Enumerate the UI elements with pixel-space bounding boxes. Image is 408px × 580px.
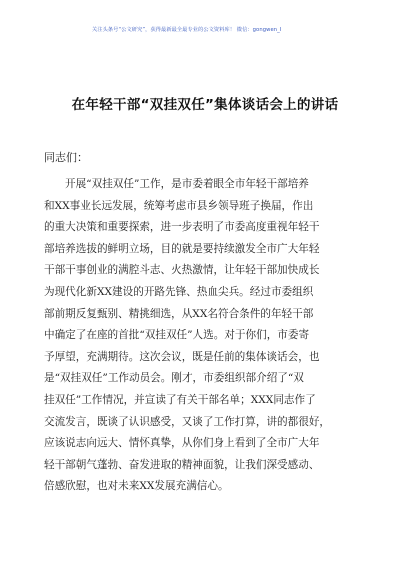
paragraph-line: 干部干事创业的满腔斗志、火热激情，让年轻干部加快成长 xyxy=(44,264,320,277)
body-paragraph xyxy=(44,174,366,498)
salutation: 同志们： xyxy=(44,151,88,164)
paragraph-line: 交流发言，既谈了认识感受，又谈了工作打算，讲的都很好， xyxy=(44,415,331,428)
paragraph-line: 是“双挂双任”工作动员会。刚才，市委组织部介绍了“双 xyxy=(44,372,304,385)
paragraph-line: 倍感欣慰，也对未来XX发展充满信心。 xyxy=(44,480,229,493)
header-promo-note: 关注头条号“公文研究”，获得最新最全最专业的公文资料库！ 微信：gongwen_I xyxy=(92,27,282,33)
page-title: 在年轻干部“双挂双任”集体谈话会上的讲话 xyxy=(71,97,339,113)
paragraph-line: 挂双任”工作情况，并宣读了有关干部名单；XXX同志作了 xyxy=(44,393,316,406)
paragraph-line: 部培养选拔的鲜明立场，目的就是要持续激发全市广大年轻 xyxy=(44,242,320,255)
paragraph-line: 的重大决策和重要探索，进一步表明了市委高度重视年轻干 xyxy=(44,221,320,234)
paragraph-line: 和XX事业长远发展，统筹考虑市县乡领导班子换届，作出 xyxy=(44,199,314,212)
paragraph-line: 部前期反复甄别、精挑细选，从XX名符合条件的年轻干部 xyxy=(44,307,314,320)
paragraph-line: 轻干部朝气蓬勃、奋发进取的精神面貌，让我们深受感动、 xyxy=(44,458,320,471)
paragraph-line: 予厚望，充满期待。这次会议，既是任前的集体谈话会，也 xyxy=(44,350,320,363)
paragraph-line: 开展“双挂双任”工作，是市委着眼全市年轻干部培养 xyxy=(65,178,309,190)
paragraph-line: 应该说志向远大、情怀真挚，从你们身上看到了全市广大年 xyxy=(44,437,320,450)
paragraph-line: 为现代化新XX建设的开路先锋、热血尖兵。经过市委组织 xyxy=(44,285,314,298)
paragraph-line: 中确定了在座的首批“双挂双任”人选。对于你们，市委寄 xyxy=(44,329,310,342)
